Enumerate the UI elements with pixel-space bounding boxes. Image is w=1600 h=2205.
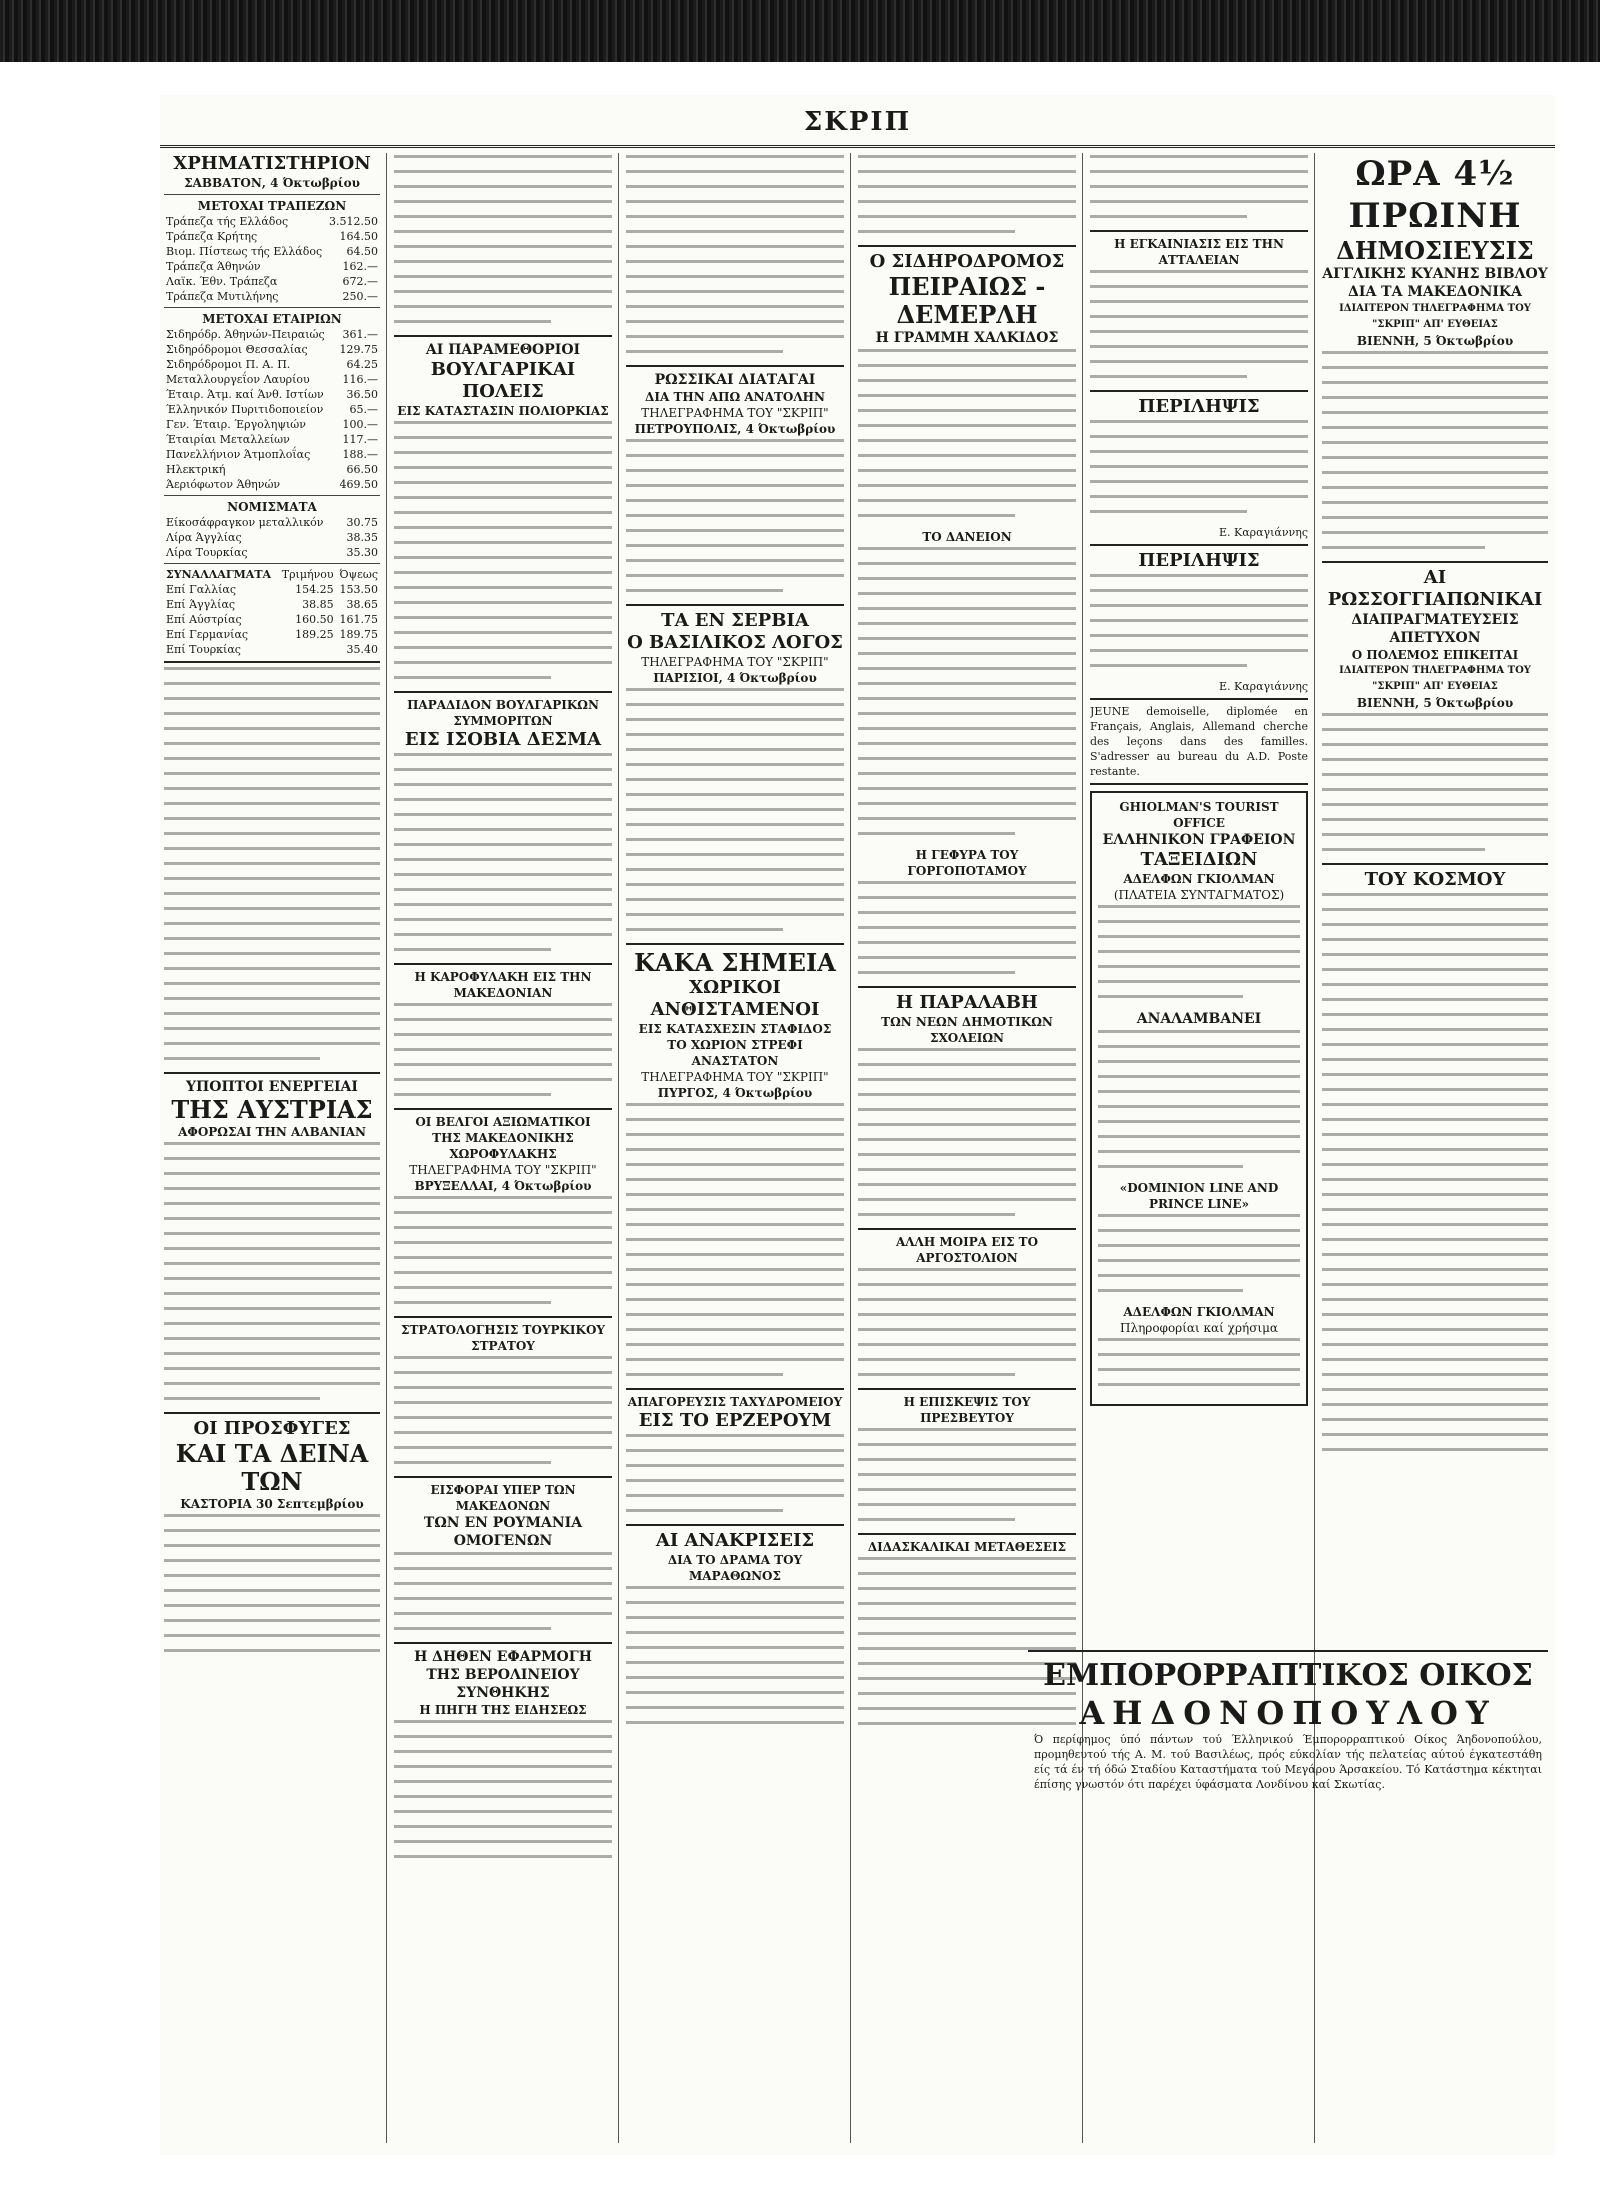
- article-subheadline: Η ΠΗΓΗ ΤΗΣ ΕΙΔΗΣΕΩΣ: [419, 1703, 587, 1717]
- coin-name: Λίρα Τουρκίας: [166, 546, 248, 559]
- share-value: 66.50: [346, 463, 378, 476]
- exchange-value: 153.50: [339, 583, 378, 596]
- article-text: [394, 155, 612, 323]
- article-text: [1322, 713, 1548, 851]
- article-headline: ΠΕΙΡΑΙΩΣ - ΔΕΜΕΡΛΗ: [888, 272, 1046, 329]
- telegram-label: ΤΗΛΕΓΡΑΦΗΜΑ ΤΟΥ "ΣΚΡΙΠ": [409, 1163, 597, 1177]
- article-text: [164, 1142, 380, 1400]
- article-subheadline: ΤΩΝ ΕΝ ΡΟΥΜΑΝΙΑ ΟΜΟΓΕΝΩΝ: [423, 1515, 583, 1549]
- article-text: [394, 1356, 612, 1464]
- article-dateline: ΠΥΡΓΟΣ, 4 Όκτωβρίου: [657, 1086, 813, 1100]
- article-text: [394, 1003, 612, 1096]
- exchange-value: 35.40: [346, 643, 378, 656]
- table-row: [164, 642, 380, 657]
- coin-name: Λίρα Άγγλίας: [166, 531, 242, 544]
- share-name: Λαϊκ. Έθν. Τράπεζα: [166, 275, 278, 288]
- article-headline: ΑΠΑΓΟΡΕΥΣΙΣ ΤΑΧΥΔΡΟΜΕΙΟΥ: [627, 1395, 843, 1409]
- table-row: [164, 244, 380, 259]
- exchange-value: 161.75: [339, 613, 378, 626]
- table-row: [164, 432, 380, 447]
- share-name: Τράπεζα τής Ελλάδος: [166, 215, 289, 228]
- exchange-value: 38.65: [346, 598, 378, 611]
- table-row: [164, 582, 380, 597]
- exchange-title: ΣΥΝΑΛΛΑΓΜΑΤΑ: [166, 568, 272, 581]
- table-row: [164, 597, 380, 612]
- column-rule: [618, 153, 619, 2143]
- article-headline: ΤΗΣ ΒΕΡΟΛΙΝΕΙΟΥ ΣΥΝΘΗΚΗΣ: [426, 1667, 580, 1701]
- article-headline: ΕΙΣΦΟΡΑΙ ΥΠΕΡ ΤΩΝ ΜΑΚΕΔΟΝΩΝ: [430, 1483, 576, 1513]
- exchange-value: 154.25: [295, 583, 334, 596]
- article-headline: ΤΗΣ ΑΥΣΤΡΙΑΣ: [171, 1095, 373, 1124]
- article-headline: ΡΩΣΣΙΚΑΙ ΔΙΑΤΑΓΑΙ: [654, 372, 816, 388]
- share-value: 3.512.50: [329, 215, 378, 228]
- article-text: [858, 1428, 1076, 1521]
- article-headline: Η ΕΠΙΣΚΕΨΙΣ ΤΟΥ ΠΡΕΣΒΕΥΤΟΥ: [903, 1395, 1031, 1425]
- exchange-table: [164, 567, 380, 657]
- ad-line: «DOMINION LINE AND PRINCE LINE»: [1119, 1181, 1279, 1211]
- table-row: [164, 477, 380, 492]
- article-subheadline: ΤΟ ΧΩΡΙΟΝ ΣΤΡΕΦΙ ΑΝΑΣΤΑΤΟΝ: [667, 1038, 803, 1068]
- exchange-name: Επί Γαλλίας: [166, 583, 236, 596]
- article-headline: Η ΚΑΡΟΦΥΛΑΚΗ ΕΙΣ ΤΗΝ ΜΑΚΕΔΟΝΙΑΝ: [414, 970, 592, 1000]
- coins-table: [164, 515, 380, 560]
- exchange-value: [277, 642, 335, 657]
- article-headline: Ο ΣΙΔΗΡΟΔΡΟΜΟΣ: [869, 251, 1065, 272]
- article-headline: ΠΑΡΑΔΙΔΟΝ ΒΟΥΛΓΑΡΙΚΩΝ ΣΥΜΜΟΡΙΤΩΝ: [407, 698, 599, 728]
- tourist-office-ad: [1090, 791, 1308, 1406]
- article-headline: ΑΛΛΗ ΜΟΙΡΑ ΕΙΣ ΤΟ ΑΡΓΟΣΤΟΛΙΟΝ: [895, 1235, 1039, 1265]
- bourse-date: ΣΑΒΒΑΤΟΝ, 4 Όκτωβρίου: [184, 176, 360, 190]
- share-name: Έταιρ. Άτμ. καί Άνθ. Ιστίων: [166, 388, 324, 401]
- share-value: 250.—: [342, 290, 378, 303]
- article-headline: ΤΑ ΕΝ ΣΕΡΒΙΑ: [661, 610, 809, 631]
- masthead: [160, 95, 1555, 148]
- ad-headline: ΤΑΞΕΙΔΙΩΝ: [1140, 849, 1258, 870]
- exchange-name: Επί Τουρκίας: [166, 643, 241, 656]
- share-value: 162.—: [342, 260, 378, 273]
- article-headline: ΔΙΔΑΣΚΑΛΙΚΑΙ ΜΕΤΑΘΕΣΕΙΣ: [867, 1540, 1067, 1554]
- notice-headline: ΠΕΡΙΛΗΨΙΣ: [1138, 396, 1260, 417]
- tailoring-house-ad: [1028, 1650, 1548, 1827]
- column-rule: [1082, 153, 1083, 2143]
- article-headline: ΤΗΣ ΜΑΚΕΔΟΝΙΚΗΣ ΧΩΡΟΦΥΛΑΚΗΣ: [432, 1131, 574, 1161]
- ad-headline: ΕΛΛΗΝΙΚΟΝ ΓΡΑΦΕΙΟΝ: [1102, 832, 1296, 848]
- share-value: 164.50: [339, 230, 378, 243]
- article-text: [626, 439, 844, 592]
- article-text: [858, 881, 1076, 974]
- share-name: Έταιρίαι Μεταλλείων: [166, 433, 290, 446]
- exchange-name: Επί Άγγλίας: [166, 598, 236, 611]
- column-header: Τριμήνου: [281, 568, 334, 581]
- notice-signature: Ε. Καραγιάννης: [1218, 680, 1308, 693]
- share-name: Βιομ. Πίστεως τής Ελλάδος: [166, 245, 323, 258]
- table-row: [164, 545, 380, 560]
- exchange-value: 189.75: [339, 628, 378, 641]
- article-dateline: ΒΡΥΞΕΛΛΑΙ, 4 Όκτωβρίου: [414, 1179, 592, 1193]
- article-headline: ΑΙ ΡΩΣΣΟΓΓΙΑΠΩΝΙΚΑΙ: [1327, 567, 1543, 610]
- article-text: [394, 1196, 612, 1304]
- share-name: Άεριόφωτον Άθηνών: [166, 478, 281, 491]
- article-dateline: ΠΕΤΡΟΥΠΟΛΙΣ, 4 Όκτωβρίου: [634, 422, 836, 436]
- article-text: [1322, 351, 1548, 549]
- share-name: Σιδηρόδρ. Άθηνών-Πειραιώς: [166, 328, 325, 341]
- ad-text: [1098, 1214, 1300, 1292]
- share-value: 100.—: [342, 418, 378, 431]
- article-dateline: ΒΙΕΝΝΗ, 5 Όκτωβρίου: [1356, 334, 1514, 348]
- share-value: 129.75: [339, 343, 378, 356]
- article-headline: ΒΟΥΛΓΑΡΙΚΑΙ ΠΟΛΕΙΣ: [430, 359, 576, 402]
- table-row: [164, 357, 380, 372]
- bank-shares-title: ΜΕΤΟΧΑΙ ΤΡΑΠΕΖΩΝ: [197, 199, 347, 213]
- article-text: [1322, 893, 1548, 1451]
- column-6: [1322, 153, 1548, 1643]
- article-subheadline: Η ΓΡΑΜΜΗ ΧΑΛΚΙΔΟΣ: [875, 330, 1059, 346]
- ad-headline: ΑΔΕΛΦΩΝ ΓΚΙΟΛΜΑΝ: [1123, 872, 1275, 886]
- telegram-label: ΤΗΛΕΓΡΑΦΗΜΑ ΤΟΥ "ΣΚΡΙΠ": [641, 406, 829, 420]
- ad-subheadline: (ΠΛΑΤΕΙΑ ΣΥΝΤΑΓΜΑΤΟΣ): [1113, 888, 1285, 902]
- table-row: [164, 259, 380, 274]
- article-text: [626, 1434, 844, 1512]
- article-headline: ΣΤΡΑΤΟΛΟΓΗΣΙΣ ΤΟΥΡΚΙΚΟΥ ΣΤΡΑΤΟΥ: [401, 1323, 605, 1353]
- notice-text: [1090, 420, 1308, 513]
- article-headline: ΧΩΡΙΚΟΙ ΑΝΘΙΣΤΑΜΕΝΟΙ: [650, 977, 820, 1020]
- ad-headline: ΕΜΠΟΡΟΡΡΑΠΤΙΚΟΣ ΟΙΚΟΣ: [1043, 1658, 1533, 1693]
- table-row: [164, 515, 380, 530]
- telegram-label: ΤΗΛΕΓΡΑΦΗΜΑ ΤΟΥ "ΣΚΡΙΠ": [641, 655, 829, 669]
- share-value: 64.25: [346, 358, 378, 371]
- article-subheadline: ΕΙΣ ΚΑΤΑΣΧΕΣΙΝ ΣΤΑΦΙΔΟΣ: [638, 1022, 832, 1036]
- coins-title: ΝΟΜΙΣΜΑΤΑ: [227, 500, 317, 514]
- article-headline: ΑΙ ΠΑΡΑΜΕΘΟΡΙΟΙ: [425, 342, 581, 358]
- article-subheadline: Η ΓΕΦΥΡΑ ΤΟΥ ΓΟΡΓΟΠΟΤΑΜΟΥ: [907, 848, 1027, 878]
- article-subheadline: ΕΙΣ ΙΣΟΒΙΑ ΔΕΣΜΑ: [404, 729, 602, 750]
- article-headline: Η ΕΓΚΑΙΝΙΑΣΙΣ ΕΙΣ ΤΗΝ ΑΤΤΑΛΕΙΑΝ: [1114, 237, 1284, 267]
- coin-value: 38.35: [346, 531, 378, 544]
- classified-ad: JEUNE demoiselle, diplomée en Français, Anglais, Allemand cherche des leçons dans des familles. S'adresser au bureau du A.D. Poste restante.: [1090, 705, 1308, 778]
- share-name: Τράπεζα Μυτιλήνης: [166, 290, 279, 303]
- article-text: [394, 1720, 612, 1858]
- article-text: [394, 753, 612, 951]
- article-headline: ΕΙΣ ΤΟ ΕΡΖΕΡΟΥΜ: [638, 1410, 832, 1431]
- exchange-value: 160.50: [295, 613, 334, 626]
- exchange-value: 189.25: [295, 628, 334, 641]
- article-subheadline: ΤΟ ΔΑΝΕΙΟΝ: [922, 530, 1012, 544]
- article-headline: ΚΑΚΑ ΣΗΜΕΙΑ: [634, 948, 836, 977]
- table-row: [164, 274, 380, 289]
- telegram-label: ΙΔΙΑΙΤΕΡΟΝ ΤΗΛΕΓΡΑΦΗΜΑ ΤΟΥ "ΣΚΡΙΠ" ΑΠ' ΕΥΘΕΙΑΣ: [1339, 665, 1531, 692]
- share-value: 65.—: [349, 403, 378, 416]
- table-row: [164, 402, 380, 417]
- table-row: [164, 462, 380, 477]
- edition-time-headline: ΩΡΑ 4½ ΠΡΩΙΝΗ: [1348, 154, 1522, 236]
- share-value: 672.—: [342, 275, 378, 288]
- article-text: [394, 1552, 612, 1630]
- newspaper-page: [160, 95, 1555, 2155]
- share-name: Ηλεκτρική: [166, 463, 226, 476]
- article-subheadline: Ο ΠΟΛΕΜΟΣ ΕΠΙΚΕΙΤΑΙ: [1351, 648, 1519, 662]
- article-dateline: ΚΑΣΤΟΡΙΑ 30 Σεπτεμβρίου: [180, 1497, 364, 1511]
- scan-border: [0, 0, 1600, 62]
- article-headline: ΔΙΑΠΡΑΓΜΑΤΕΥΣΕΙΣ ΑΠΕΤΥΧΟΝ: [1351, 612, 1519, 646]
- article-text: [858, 547, 1076, 835]
- article-text: [858, 349, 1076, 517]
- article-text: [626, 688, 844, 931]
- article-text: [1090, 270, 1308, 378]
- article-text: [1090, 155, 1308, 218]
- article-text: [164, 667, 380, 1060]
- share-name: Μεταλλουργεΐον Λαυρίου: [166, 373, 310, 386]
- article-text: [394, 421, 612, 679]
- article-dateline: ΠΑΡΙΣΙΟΙ, 4 Όκτωβρίου: [653, 671, 817, 685]
- column-1: [164, 153, 380, 2143]
- ad-text: [1098, 905, 1300, 998]
- article-headline: Ο ΒΑΣΙΛΙΚΟΣ ΛΟΓΟΣ: [627, 632, 843, 653]
- column-rule: [386, 153, 387, 2143]
- share-name: Γεν. Έταιρ. Έργοληψιών: [166, 418, 306, 431]
- exchange-name: Επί Αύστρίας: [166, 613, 242, 626]
- ad-text: Ό περίφημος ύπό πάντων τού Έλληνικού Έμπορορραπτικού Οίκος Άηδονοπούλου, προμηθευτού τής Α. Μ. τού Βασιλέως, πρός εύκολίαν τής πελατείας αύτού έγκατεστάθη είς τά έν τή όδώ Σταδίου Καταστήματα τού Μεγάρου Άρσακείου. Τό Κατάστημα κέκτηται έπίσης γνωστόν ότι παρέχει ύφάσματα Λονδίνου καί Σκωτίας.: [1034, 1733, 1542, 1791]
- article-text: [164, 1514, 380, 1652]
- newspaper-title: ΣΚΡΙΠ: [803, 107, 912, 137]
- company-shares-title: ΜΕΤΟΧΑΙ ΕΤΑΙΡΙΩΝ: [202, 312, 342, 326]
- telegram-label: ΙΔΙΑΙΤΕΡΟΝ ΤΗΛΕΓΡΑΦΗΜΑ ΤΟΥ "ΣΚΡΙΠ" ΑΠ' ΕΥΘΕΙΑΣ: [1339, 303, 1531, 330]
- share-name: Σιδηρόδρομοι Π. Α. Π.: [166, 358, 291, 371]
- table-row: [164, 327, 380, 342]
- share-value: 36.50: [346, 388, 378, 401]
- bank-shares-table: [164, 214, 380, 304]
- column-5: [1090, 153, 1308, 1643]
- table-row: [164, 612, 380, 627]
- column-2: [394, 153, 612, 2143]
- article-headline: ΑΙ ΑΝΑΚΡΙΣΕΙΣ: [655, 1530, 815, 1551]
- table-row: [164, 417, 380, 432]
- article-subheadline: ΔΙΑ ΤΑ ΜΑΚΕΔΟΝΙΚΑ: [1348, 284, 1522, 300]
- share-name: Σιδηρόδρομοι Θεσσαλίας: [166, 343, 308, 356]
- ad-text: [1098, 1338, 1300, 1386]
- column-rule: [850, 153, 851, 2143]
- article-text: [858, 1268, 1076, 1376]
- section-headline: ΤΟΥ ΚΟΣΜΟΥ: [1364, 869, 1506, 890]
- share-value: 469.50: [339, 478, 378, 491]
- article-text: [858, 1048, 1076, 1216]
- share-value: 116.—: [342, 373, 378, 386]
- share-name: Τράπεζα Άθηνών: [166, 260, 261, 273]
- ad-headline: ΑΔΕΛΦΩΝ ΓΚΙΟΛΜΑΝ: [1123, 1305, 1275, 1319]
- company-shares-table: [164, 327, 380, 492]
- table-row: [164, 372, 380, 387]
- article-text: [858, 155, 1076, 233]
- share-value: 361.—: [342, 328, 378, 341]
- ad-text: [1098, 1030, 1300, 1168]
- article-text: [626, 1103, 844, 1376]
- article-subheadline: ΔΙΑ ΤΗΝ ΑΠΩ ΑΝΑΤΟΛΗΝ: [645, 390, 825, 404]
- table-row: [164, 214, 380, 229]
- article-headline: ΟΙ ΠΡΟΣΦΥΓΕΣ: [193, 1418, 351, 1439]
- article-text: [626, 1586, 844, 1724]
- table-row: [164, 342, 380, 357]
- article-headline: ΥΠΟΠΤΟΙ ΕΝΕΡΓΕΙΑΙ: [186, 1079, 358, 1095]
- article-headline: ΔΗΜΟΣΙΕΥΣΙΣ: [1336, 236, 1534, 265]
- ad-headline: GHIOLMAN'S TOURIST OFFICE: [1119, 800, 1279, 830]
- article-text: [626, 155, 844, 353]
- exchange-value: 38.85: [302, 598, 334, 611]
- share-name: Τράπεζα Κρήτης: [166, 230, 258, 243]
- article-headline: ΤΩΝ ΝΕΩΝ ΔΗΜΟΤΙΚΩΝ ΣΧΟΛΕΙΩΝ: [881, 1015, 1053, 1045]
- share-value: 117.—: [342, 433, 378, 446]
- column-3: [626, 153, 844, 2143]
- bourse-title: ΧΡΗΜΑΤΙΣΤΗΡΙΟΝ: [173, 153, 371, 174]
- table-header-row: [164, 567, 380, 582]
- ad-subheadline: Πληροφορίαι καί χρήσιμα: [1120, 1321, 1278, 1335]
- coin-value: 35.30: [346, 546, 378, 559]
- article-headline: ΚΑΙ ΤΑ ΔΕΙΝΑ ΤΩΝ: [175, 1439, 369, 1496]
- exchange-name: Επί Γερμανίας: [166, 628, 249, 641]
- table-row: [164, 530, 380, 545]
- table-row: [164, 289, 380, 304]
- share-name: Έλληνικόν Πυριτιδοποιείον: [166, 403, 324, 416]
- article-subheadline: ΔΙΑ ΤΟ ΔΡΑΜΑ ΤΟΥ ΜΑΡΑΘΩΝΟΣ: [667, 1553, 803, 1583]
- coin-name: Είκοσάφραγκον μεταλλικόν: [166, 516, 324, 529]
- telegram-label: ΤΗΛΕΓΡΑΦΗΜΑ ΤΟΥ "ΣΚΡΙΠ": [641, 1070, 829, 1084]
- notice-headline: ΠΕΡΙΛΗΨΙΣ: [1138, 550, 1260, 571]
- table-row: [164, 229, 380, 244]
- column-rule: [1314, 153, 1315, 2143]
- share-value: 188.—: [342, 448, 378, 461]
- share-value: 64.50: [346, 245, 378, 258]
- table-row: [164, 627, 380, 642]
- share-name: Πανελλήνιον Άτμοπλοΐας: [166, 448, 311, 461]
- column-header: Όψεως: [339, 568, 378, 581]
- article-subheadline: ΑΦΟΡΩΣΑΙ ΤΗΝ ΑΛΒΑΝΙΑΝ: [178, 1125, 366, 1139]
- article-subheadline: ΕΙΣ ΚΑΤΑΣΤΑΣΙΝ ΠΟΛΙΟΡΚΙΑΣ: [397, 404, 609, 418]
- table-row: [164, 387, 380, 402]
- article-headline: Η ΠΑΡΑΛΑΒΗ: [896, 992, 1038, 1013]
- article-headline: ΑΓΓΛΙΚΗΣ ΚΥΑΝΗΣ ΒΙΒΛΟΥ: [1322, 266, 1548, 282]
- notice-signature: Ε. Καραγιάννης: [1218, 526, 1308, 539]
- ad-headline: ΑΗΔΟΝΟΠΟΥΛΟΥ: [1079, 1694, 1497, 1732]
- notice-text: [1090, 574, 1308, 667]
- article-headline: Η ΔΗΘΕΝ ΕΦΑΡΜΟΓΗ: [414, 1649, 592, 1665]
- article-dateline: ΒΙΕΝΝΗ, 5 Όκτωβρίου: [1356, 696, 1514, 710]
- coin-value: 30.75: [346, 516, 378, 529]
- table-row: [164, 447, 380, 462]
- ad-headline: ΑΝΑΛΑΜΒΑΝΕΙ: [1136, 1011, 1262, 1027]
- article-headline: ΟΙ ΒΕΛΓΟΙ ΑΞΙΩΜΑΤΙΚΟΙ: [415, 1115, 591, 1129]
- column-4: [858, 153, 1076, 2143]
